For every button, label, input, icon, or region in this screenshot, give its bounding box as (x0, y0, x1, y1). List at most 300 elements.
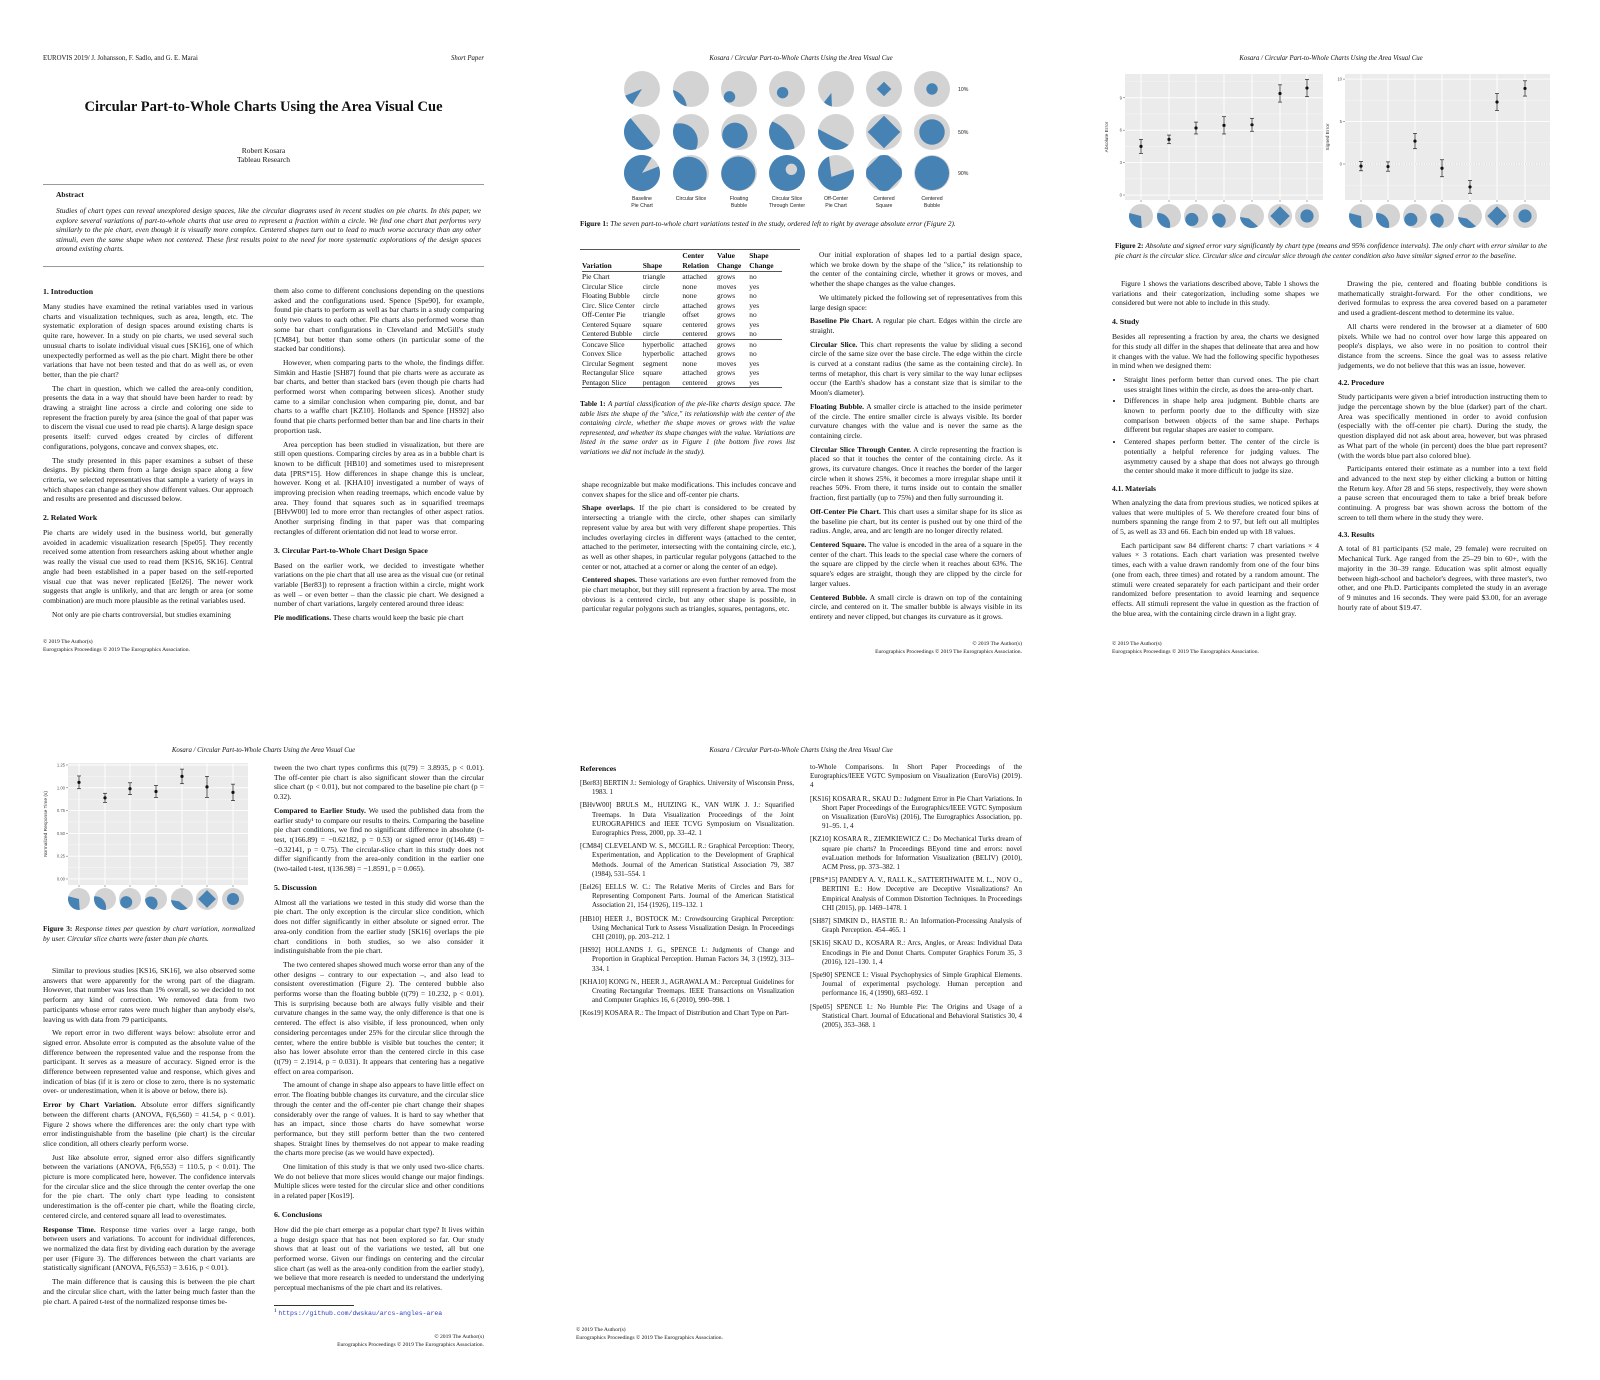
chart-glyph-square (1268, 204, 1292, 228)
table-cell: Concave Slice (582, 339, 643, 349)
run-in-heading: Centered Bubble. (810, 592, 868, 602)
run-in-heading: Compared to Earlier Study. (274, 805, 366, 815)
chart-glyph-slicecenter (1429, 204, 1454, 228)
table-cell: attached (682, 339, 717, 349)
table-row (582, 378, 782, 388)
footer-copyright: © 2019 The Author(s) (972, 641, 1022, 647)
chart-glyph-bubble (721, 114, 757, 150)
run-in-heading: Floating Bubble. (810, 401, 865, 411)
paragraph-continued: tween the two chart types confirms this (t(79) = 3.8935, p < 0.01). The off-center pie chart is also significant slower than the circular slice chart (p < 0.01), but not compared to the baseline pie chart (p = 0.32). (274, 763, 484, 802)
paragraph-text: These variations are even further removed from the pie chart metaphor, but they still represent a fraction by area. The most obvious is a centered circle, but any other shape is possible, in particular regular polygons such as triangles, squares, pentagons, etc. (582, 575, 797, 614)
paragraph (43, 528, 253, 606)
column-header (749, 251, 781, 272)
figure-2-error-charts (1100, 68, 1552, 234)
list-item: • Differences in shape help area judgment. Bubble charts are known to perform poorly due to the difficulty with size comparison between objects of the same shape. Perhaps different but regular shapes are easier to compare. (1124, 396, 1319, 435)
column-label: Centered (921, 196, 943, 202)
paragraph-text: Drawing the pie, centered and floating bubble conditions is mathematically straight-forward. For the other conditions, we derived formulas to express the area covered based on a parameter and used a gradient-descent method to determine its value. (1338, 279, 1547, 318)
table-cell: yes (749, 377, 760, 387)
table-cell: no (749, 272, 757, 281)
paragraph (43, 1028, 255, 1096)
list-item: • Centered shapes perform better. The center of the circle is potentially a helpful reference for judging values. The asymmetry caused by a shape that does not always go through the center should make it more difficult to judge its size. (1124, 437, 1319, 476)
paragraph-text: Similar to previous studies [KS16, SK16], we also observed some answers that were apparently for the wrong part of the diagram. However, that number was less than 1% overall, so we decided to not perform any kind of correction. We removed data from two participants whose error rates were much higher than anybody else's, leaving us with data from 79 participants. (43, 966, 255, 1024)
footnote-link[interactable]: https://github.com/dwskau/arcs-angles-area (278, 1310, 443, 1318)
y-tick-label: 0.75 (56, 808, 65, 814)
paragraph-text: Pie charts are widely used in the business world, but generally avoided in academic visualization research [Spe05]. They recently received some attention from researchers asking about whether angle was really the visual cue used to read them [KS16, SK16]. Central angle had been established in a paper based on the self-reported visual cue that was never replicated [Eel26]. The newer work suggests that angle is unlikely, and that arc length or area (or some combination) are much more plausible as the retinal variables used. (43, 528, 253, 605)
paragraph (43, 610, 253, 620)
paragraph (274, 358, 484, 436)
paragraph (274, 1162, 484, 1201)
run-in-paragraph (43, 1100, 255, 1149)
y-axis-label: Signed Error (1326, 123, 1331, 151)
centered-bubble (1300, 209, 1313, 222)
caption-label: Figure 1: (580, 219, 609, 228)
run-in-paragraph (810, 340, 1022, 398)
table-cell: Pie Chart (582, 272, 610, 281)
table-cell: none (682, 291, 697, 300)
paragraph-text: The two centered shapes showed much worse error than any of the other designs – contrary to our expectation –, and also lead to consistent overestimation (Figure 2). The centered bubble also performs worse than the floating bubble (t(79) = 10.232, p < 0.01). This is surprising because both are always fully visible and their curvature changes in the same way, the only difference is that one is centered. The effect is also visible, if less pronounced, when only considering percentages under 25% for the circular slice through the center, where the entire bubble is visible but touches the center; it also has lower absolute error than the centered circle in this case (t(79) = 2.1914, p = 0.031). It appears that centering has a negative effect on area comparison. (274, 959, 484, 1076)
column-header-line: Shape (749, 251, 769, 260)
references-left (580, 755, 794, 1023)
column-label: Bubble (923, 203, 941, 209)
mean-point (1468, 185, 1471, 188)
table-cell: triangle (642, 272, 666, 281)
references-right (810, 763, 1022, 1034)
run-in-paragraph (274, 613, 484, 623)
floating-bubble (722, 123, 747, 148)
paragraph-text: However, when comparing parts to the whole, the findings differ. Simkin and Hastie [SH87] found that pie charts were as accurate as bar charts, and better than stacked bars (even though pie charts had performed worst when comparing between slices). Another study came to a similar conclusion when comparing pie, donut, and bar charts to a waffle chart [KZ10]. Hollands and Spence [HS92] also found that pie charts performed better than bar and line charts in their proportion task. (274, 357, 484, 435)
reference-entry: [HS92] HOLLANDS J. G., SPENCE I.: Judgments of Change and Proportion in Graphical Perception. Human Factors 34, 3 (1992), 313–334. 1 (580, 946, 794, 973)
reference-entry: [CM84] CLEVELAND W. S., MCGILL R.: Graphical Perception: Theory, Experimentation, and Application to the Development of Graphical Methods. Journal of the American Statistical Association 79, 387 (1984), 531–554. 1 (580, 842, 794, 878)
row-value-label: 90% (958, 171, 969, 177)
paragraph (1112, 498, 1319, 537)
paragraph-text: Participants entered their estimate as a number into a text field and advanced to the next step by either clicking a button or hitting the Return key. After 28 and 56 steps, respectively, they were shown a pause screen that encouraged them to take a brief break before continuing. A progress bar was shown across the bottom of the screen to tell them where in the study they were. (1338, 464, 1547, 522)
paragraph-text: One limitation of this study is that we only used two-slice charts. We do not believe that more slices would change our major findings. Multiple slices were tested for the circular slice and other conditions in a related paper [Kos19]. (274, 1162, 484, 1201)
reference-entry: [PRS*15] PANDEY A. V., RALL K., SATTERTHWAITE M. L., NOV O., BERTINI E.: How Deceptive are Deceptive Visualizations? An Empirical Analysis of Common Distortion Techniques. In Proceedings CHI (2015), pp. 1469–1478. 1 (810, 876, 1022, 912)
y-axis-label: Normalized Response Time (s) (44, 791, 49, 857)
section-heading: 3. Circular Part-to-Whole Chart Design Space (274, 545, 428, 555)
table-row (582, 282, 782, 292)
plot-panel (1345, 74, 1550, 200)
running-header: Kosara / Circular Part-to-Whole Charts Using the Area Visual Cue (1239, 55, 1423, 62)
table-cell: attached (682, 349, 707, 358)
paragraph (1112, 541, 1319, 619)
section-heading: 1. Introduction (43, 287, 94, 296)
paragraph-text: Each participant saw 84 different charts: 7 chart variations × 4 values × 3 rotations. Each chart variation was presented twelve times, each with a value drawn randomly from one of the four bins (one from each, three times) and rotated by a random amount. The stimuli were created separately for each participant and their order randomized before presentation to avoid learning and sequence effects. All stimuli represent the value in question as the fraction of the blue area, with the containing circle drawn in a light gray. (1112, 540, 1319, 618)
paragraph (1112, 332, 1319, 371)
running-header: Kosara / Circular Part-to-Whole Charts Using the Area Visual Cue (171, 747, 356, 754)
column-left (1112, 279, 1319, 622)
run-in-paragraph (810, 316, 1022, 335)
table-cell: circle (642, 291, 660, 300)
table-cell: attached (682, 300, 707, 310)
chart-glyph-cbubble (1513, 204, 1537, 228)
mean-point (1359, 165, 1362, 168)
table-row (582, 349, 782, 359)
table-cell: attached (682, 272, 707, 281)
table-cell: moves (717, 358, 737, 368)
column-label: Off-Center (823, 196, 849, 202)
caption-text: A partial classification of the pie-like charts design space. The table lists the shape of the "slice," its relationship with the center of the containing circle, whether the shape moves or grows with the value represented, and whether its shape changes with the value. Variations are listed in the same order as in Figure 1 (the bottom five rows list variations we did not include in the study). (580, 399, 796, 456)
run-in-paragraph (810, 402, 1022, 441)
column-header-line: Value (717, 251, 735, 260)
table-cell: centered (682, 319, 708, 329)
table-cell: grows (717, 377, 736, 387)
run-in-heading: Circular Slice. (810, 339, 858, 349)
paragraph-text: The chart in question, which we called the area-only condition, presents the data in a way that should have been harder to read: by drawing a straight line across a circle and coloring one side to represent the fraction purely by area (since the goal of that paper was to discern the visual cue used to read pie charts). A large design space presents itself: curved edges created by circles of different configurations, polygons, concave and convex shapes, etc. (43, 383, 253, 451)
paragraph-text: We ultimately picked the following set of representatives from this large design space: (810, 292, 1022, 312)
y-tick-label: 5 (1339, 119, 1342, 125)
paragraph (810, 250, 1022, 289)
section-heading: 5. Discussion (274, 882, 317, 892)
subsection-heading: 4.2. Procedure (1338, 378, 1385, 388)
run-in-paragraph (810, 540, 1022, 589)
column-label: Through Center (768, 203, 806, 209)
centered-bubble (227, 893, 239, 905)
reference-entry: [SH87] SIMKIN D., HASTIE R.: An Information-Processing Analysis of Graph Perception. 454–465. 1 (810, 917, 1022, 935)
paragraph-text: Figure 1 shows the variations described above, Table 1 shows the variations and their categorization, including some shapes we considered but were not able to include in this study. (1112, 279, 1319, 308)
run-in-heading: Response Time. (43, 1224, 96, 1234)
y-tick-label: 0 (1339, 161, 1342, 167)
paragraph (810, 293, 1022, 312)
paper-type: Short Paper (450, 55, 484, 62)
column-left (43, 278, 253, 623)
chart-glyph-square (866, 71, 902, 107)
mean-point (1222, 124, 1225, 127)
centered-bubble (919, 119, 944, 144)
centered-bubble (926, 83, 937, 94)
table-cell: grows (717, 272, 736, 281)
mean-point (231, 791, 234, 794)
y-tick-label: 3 (1119, 160, 1122, 166)
table-cell: hyperbolic (642, 349, 675, 358)
paragraph-text: Not only are pie charts controversial, but studies examining (52, 609, 231, 619)
footer-association: Eurographics Proceedings © 2019 The Eurographics Association. (875, 648, 1022, 655)
reference-entry: [KS16] KOSARA R., SKAU D.: Judgment Error in Pie Chart Variations. In Short Paper Proceedings of the Eurographics/IEEE VGTC Symposium on Visualization (EuroVis) (2016), The Eurographics Association, pp. 91–95. 1, 4 (810, 794, 1023, 831)
slice-hole (786, 164, 797, 175)
table-cell: moves (717, 281, 737, 291)
reference-entry: [KHA10] KONG N., HEER J., AGRAWALA M.: Perceptual Guidelines for Creating Rectangular Treemaps. IEEE Transactions on Visualization and Computer Graphics 16, 6 (2010), 990–998. 1 (580, 977, 794, 1005)
paragraph (274, 1080, 484, 1158)
table-cell: Circular Slice (582, 281, 623, 291)
table-header-row (582, 251, 782, 272)
chart-glyph-slicecenter (769, 71, 805, 107)
centered-bubble (915, 156, 949, 190)
y-tick-label: 9 (1119, 95, 1122, 101)
reference-entry: [Kos19] KOSARA R.: The Impact of Distribution and Chart Type on Part- (580, 1009, 789, 1018)
mean-point (1250, 123, 1253, 126)
table-cell: Floating Bubble (582, 291, 630, 300)
paragraph-text: Many studies have examined the retinal variables used in various charts and visualization techniques, such as area, length, etc. The systematic exploration of design spaces around existing charts is quite rare, however. In a study on pie charts, we used several such unusual charts to isolate individual visual cues [SK16], one of which unexpectedly performed as well as the pie chart. Might there be other variations that have not been tested and that do as well as, or even better, than the pie chart? (43, 302, 253, 379)
table-row (582, 272, 782, 282)
paragraph-text: The study presented in this paper examines a subset of these designs. By picking them from a large design space along a few criteria, we selected representatives that sample a variety of ways in which shapes can change as they show different values. Our approach and results are presented and discussed below. (43, 455, 253, 504)
column-label: Floating (729, 196, 749, 202)
paragraph-text: Absolute error differs significantly between the different charts (ANOVA, F(6,560) = 41.54, p < 0.01). Figure 2 shows where the differences are: the only chart type with error indistinguishable from the baseline (pie chart) is the circular slice condition, all others clearly perform worse. (43, 1100, 256, 1148)
subsection-heading: 4.1. Materials (1112, 483, 1156, 493)
chart-glyph-cbubble (1295, 204, 1319, 228)
column-left (43, 966, 255, 1310)
table-1-design-space (582, 251, 782, 388)
reference-entry: [SK16] SKAU D., KOSARA R.: Arcs, Angles, or Areas: Individual Data Encodings in Pie and Donut Charts. Computer Graphics Forum 35, 3 (2016), 121–130. 1, 4 (810, 939, 1022, 966)
chart-glyph-pie (624, 114, 660, 150)
paragraph-text: The main difference that is causing this is between the pie chart and the circular slice chart, with the latter being much faster than the pie chart. A paired t-test of the normalized response times be- (43, 1277, 255, 1306)
paragraph-text: We report error in two different ways below: absolute error and signed error. Absolute error is computed as the absolute value of the difference between the represented value and the response from the participant. It serves as a measure of accuracy. Signed error is the difference between represented value and response, which gives and indication of bias (if it is zero or close to zero, there is no systematic over- or underestimation, when it is above or below, there is). (43, 1028, 255, 1096)
section-heading: 4. Study (1112, 317, 1140, 327)
author-affiliation: Tableau Research (237, 155, 290, 164)
chart-glyph-bubble (721, 155, 757, 191)
caption-label: Table 1: (580, 399, 606, 408)
paragraph-text: Response time varies over a large range, both between users and variations. To account for individual differences, we normalized the data first by dividing each duration by the average per user (Figure 3). The differences between the chart variants are statistically significant (ANOVA, F(6,553) = 3.616, p < 0.01). (43, 1224, 255, 1273)
floating-bubble (120, 896, 132, 908)
centered-square (862, 151, 906, 195)
table-1-caption (580, 399, 795, 457)
run-in-heading: Pie modifications. (274, 613, 332, 623)
chart-glyph-offpie (818, 155, 854, 191)
table-cell: hyperbolic (643, 339, 683, 349)
footer-copyright: © 2019 The Author(s) (43, 639, 93, 645)
paragraph-text: A total of 81 participants (52 male, 29 female) were recruited on Mechanical Turk. Age ranged from the 25–29 bin to 60+, with the majority in the 30–39 range. Education was split almost equally between high-school and bachelor's degrees, with three master's, two other, and one Ph.D. Participants completed the study in an average of 9 minutes and 16 seconds. They were paid $3.00, for an average hourly rate of about $19.47. (1338, 544, 1547, 612)
column-right (810, 250, 1022, 626)
paragraph (43, 456, 253, 505)
table-cell: yes (749, 368, 760, 377)
run-in-heading: Centered shapes. (582, 575, 637, 585)
table-cell: no (749, 349, 757, 358)
floating-bubble (1404, 213, 1417, 226)
mean-point (1495, 100, 1498, 103)
centered-bubble (1518, 209, 1531, 222)
run-in-heading: Error by Chart Variation. (43, 1100, 137, 1110)
table-cell: no (749, 329, 757, 338)
paragraph-text: Area perception has been studied in visualization, but there are still open questions. Comparing circles by area as in a bubble chart is known to be difficult [HB10] and sometimes used to misrepresent data [PRS*15]. How differences in shape change this is unclear, however. Kong et al. [KHA10] investigated a number of ways of improving precision when reading treemaps, which encode value by area. They found that squares such as in squarified treemaps [BHvW00] led to more error than rectangles of other aspect ratios. Another surprising finding in that paper was that comparing rectangles of different orientation did not lead to worse error. (274, 439, 484, 536)
figure-1-caption (580, 219, 1022, 229)
table-cell: yes (749, 319, 760, 329)
table-cell: grows (717, 310, 736, 319)
mean-point (1278, 92, 1281, 95)
table-cell: Circular Segment (582, 358, 634, 368)
table-cell: no (749, 310, 757, 319)
column-label: Circular Slice (771, 196, 803, 202)
chart-glyph-offpie (1458, 204, 1482, 228)
chart-glyph-cbubble (914, 114, 950, 150)
table-cell: yes (749, 300, 760, 310)
paragraph-text: The value is encoded in the area of a square in the center of the chart. This leads to the special case where the corners of the square are clipped by the circle when it reaches about 63%. The square's edges are straight, though they are clipped by the circle for larger values. (810, 539, 1022, 588)
table-cell: segment (642, 358, 668, 368)
y-tick-label: 1.25 (56, 762, 65, 768)
chart-glyph-bubble (1184, 204, 1208, 228)
table-cell: yes (749, 281, 760, 291)
table-cell: square (642, 319, 663, 329)
author-name: Robert Kosara (241, 146, 286, 155)
paragraph (274, 960, 484, 1076)
chart-glyph-pie (624, 71, 660, 107)
figure-3-response-time-chart (40, 760, 255, 913)
caption-text: Absolute and signed error vary significantly by chart type (means and 95% confidence intervals). The only chart with error similar to the pie chart is the circular slice. Circular slice and circular slice through the center condition also have similar signed error to the baseline. (1115, 241, 1547, 260)
column-header (717, 251, 749, 272)
mean-point (128, 787, 131, 790)
chart-glyph-bubble (119, 888, 141, 910)
table-cell: grows (717, 300, 736, 310)
paper-title: Circular Part-to-Whole Charts Using the Area Visual Cue (84, 99, 443, 115)
chart-glyph-bubble (1403, 204, 1427, 228)
paragraph (1338, 392, 1547, 460)
footer (780, 641, 1022, 656)
chart-glyph-pie (1349, 204, 1373, 228)
column-header-line: Center (682, 251, 705, 260)
chart-glyph-pie (1129, 204, 1153, 228)
chart-glyph-cbubble (914, 155, 950, 191)
table-cell: circle (642, 281, 660, 291)
hypotheses-list (1112, 375, 1319, 476)
paragraph-text: A regular pie chart. Edges within the circle are straight. (810, 316, 1022, 335)
chart-glyph-offpie (818, 114, 854, 150)
table-cell: no (749, 291, 757, 300)
run-in-heading: Circular Slice Through Center. (810, 444, 912, 454)
subsection-heading: 4.3. Results (1338, 530, 1375, 540)
table-row (582, 359, 782, 369)
figure-1-chart-variations (600, 66, 985, 212)
table-cell: grows (717, 349, 736, 358)
paragraph-text: This chart represents the value by sliding a second circle of the same size over the base circle. The edge within the circle is curved at a constant radius (the same as the containing circle). In terms of metaphor, this chart is very similar to the way lunar eclipses occur (the Earth's shadow has a constant size that is similar to the Moon's diameter). (810, 339, 1022, 398)
slice-through-center (144, 897, 158, 911)
run-in-paragraph (274, 806, 484, 874)
table-cell: grows (717, 339, 749, 349)
chart-glyph-bubble (721, 71, 757, 107)
mean-point (180, 775, 183, 778)
chart-glyph-slice (671, 155, 709, 193)
column-header (682, 251, 717, 272)
paragraph-text: This chart uses a similar shape for its slice as the baseline pie chart, but its center is pushed out by one third of the radius. Angle, area, and arc length are no longer directly related. (810, 506, 1022, 536)
circular-slice (662, 123, 698, 159)
caption-text: The seven part-to-whole chart variations tested in the study, ordered left to right by average absolute error (Figure 2). (610, 219, 956, 228)
paragraph-text: A circle representing the fraction is placed so that it touches the center of the containing circle. As it grows, its curvature changes. Once it reaches the border of the larger circle when it shows 25%, it becomes a more irregular shape until it reaches 50%. From there, it turns inside out to contain the smaller fraction, first partially (up to 75%) and then fully surrounding it. (810, 444, 1022, 503)
table-cell: grows (717, 319, 736, 329)
footer-copyright: © 2019 The Author(s) (434, 1334, 484, 1340)
column-label: Pie Chart (825, 203, 847, 209)
table-cell: Centered Bubble (582, 329, 632, 338)
paragraph-continued: them also come to different conclusions depending on the questions asked and the configurations used. Spence [Spe90], for example, found pie charts to perform as well as bar charts in a study comparing only two values to each other. Pie charts also performed worse than some bar chart configurations in Cleveland and McGill's study [CM84], but better than some others (in particular some of the stacked bar conditions). (274, 286, 484, 354)
caption-label: Figure 2: (1115, 241, 1144, 250)
table-cell: grows (717, 291, 736, 300)
paragraph-continued: to-Whole Comparisons. In Short Paper Proceedings of the Eurographics/IEEE VGTC Symposium on Visualization (EuroVis) (2019). 4 (810, 763, 1022, 790)
paragraph (43, 384, 253, 452)
chart-glyph-offpie (1240, 204, 1264, 228)
column-left (582, 480, 796, 618)
paragraph (1338, 544, 1547, 612)
table-cell: yes (749, 358, 760, 368)
table-cell: pentagon (642, 377, 670, 387)
table-cell: no (749, 339, 781, 349)
mean-point (1413, 139, 1416, 142)
chart-glyph-square (866, 114, 902, 150)
table-row (582, 320, 782, 330)
y-tick-label: 0 (1119, 192, 1122, 198)
table-cell: none (682, 281, 697, 291)
chart-glyph-square (1485, 204, 1509, 228)
column-header-line: Change (749, 260, 774, 270)
column-label: Bubble (730, 203, 748, 209)
column-right (1338, 279, 1547, 616)
mean-point (77, 781, 80, 784)
floating-bubble (721, 157, 755, 191)
section-heading: 6. Conclusions (274, 1209, 323, 1219)
table-cell: Convex Slice (582, 349, 622, 358)
table-row (582, 329, 782, 339)
footer (576, 1327, 723, 1342)
footer-copyright: © 2019 The Author(s) (1112, 641, 1162, 647)
column-label: Square (875, 203, 893, 209)
table-cell: offset (682, 310, 700, 319)
paragraph-text: Our initial exploration of shapes led to a partial design space, which we broke down by the shape of the "slice," its relationship to the center of the containing circle, whether it grows or moves, and whether the shape changes as the value changes. (810, 250, 1022, 289)
divider (43, 266, 484, 267)
footer-copyright: © 2019 The Author(s) (576, 1327, 626, 1333)
footnote-rule (274, 1305, 354, 1306)
run-in-paragraph (810, 593, 1022, 622)
figure-3-caption (43, 924, 255, 943)
chart-glyph-square (196, 888, 218, 910)
table-row (582, 301, 782, 311)
chart-glyph-offpie (171, 888, 193, 910)
y-tick-label: 0.00 (56, 876, 65, 882)
caption-text: Response times per question by chart variation, normalized by user. Circular slice charts were faster than pie charts. (43, 924, 255, 943)
paragraph-continued: shape recognizable but make modifications. This includes concave and convex shapes for the slice and off-center pie charts. (582, 480, 796, 499)
row-value-label: 50% (958, 130, 969, 136)
section-heading: 2. Related Work (43, 513, 98, 523)
footer (43, 639, 190, 654)
table-cell: attached (682, 368, 707, 377)
section-heading: References (580, 764, 617, 773)
mean-point (1523, 87, 1526, 90)
column-label: Pie Chart (631, 203, 653, 209)
paragraph-text: A smaller circle is attached to the inside perimeter of the circle. The entire smaller circle is always visible. Its border curvature changes with the value and is never the same as the containing circle. (810, 401, 1022, 440)
floating-bubble (1185, 213, 1198, 226)
row-value-label: 10% (958, 87, 969, 93)
table-cell: Centered Square (582, 319, 632, 329)
y-tick-label: 6 (1119, 127, 1122, 133)
footer-association: Eurographics Proceedings © 2019 The Eurographics Association. (1112, 648, 1259, 655)
y-tick-label: 0.25 (56, 853, 65, 859)
footer-association: Eurographics Proceedings © 2019 The Eurographics Association. (43, 646, 190, 653)
table-cell: centered (682, 329, 708, 338)
chart-glyph-offpie (818, 71, 854, 107)
paragraph (1112, 279, 1319, 308)
footer (1112, 641, 1259, 656)
run-in-paragraph (810, 445, 1022, 503)
table-cell: Off-Center Pie (582, 310, 626, 319)
run-in-heading: Centered Square. (810, 539, 867, 549)
table-cell: Circ. Slice Center (582, 300, 635, 310)
footnote-mark: 1 (274, 1308, 277, 1314)
column-label: Circular Slice (675, 196, 707, 202)
paragraph (1338, 464, 1547, 522)
paragraph (274, 898, 484, 956)
run-in-paragraph (43, 1225, 255, 1274)
caption-label: Figure 3: (43, 924, 73, 933)
table-cell: grows (717, 368, 736, 377)
table-row (582, 339, 782, 349)
table-top-rule (580, 249, 800, 250)
column-right (274, 763, 484, 1297)
reference-entry: [HB10] HEER J., BOSTOCK M.: Crowdsourcing Graphical Perception: Using Mechanical Turk to Assess Visualization Design. In Proceedings CHI (2010), pp. 203–212. 1 (580, 914, 794, 942)
mean-point (205, 785, 208, 788)
container-circle (818, 71, 854, 107)
paragraph (43, 1153, 255, 1221)
column-header (582, 251, 643, 272)
paragraph-text: When analyzing the data from previous studies, we noticed spikes at values that were multiples of 5. We therefore created four bins of numbers spanning the range from 2 to 97, but left out all multiples of 5, as well as 33 and 66. Each bin ended up with 18 values. (1112, 497, 1319, 537)
mean-point (103, 796, 106, 799)
table-cell: Rectangular Slice (582, 368, 635, 377)
paragraph-text: Almost all the variations we tested in this study did worse than the pie chart. The only exception is the circular slice condition, which does not differ significantly in either absolute or signed error. The area-only condition from the earlier study [SK16] overlaps the pie chart conditions in both studies, so we also consider it indistinguishable from the pie chart. (274, 897, 484, 956)
run-in-heading: Baseline Pie Chart. (810, 316, 874, 326)
paragraph-text: Study participants were given a brief introduction instructing them to judge the percentage shown by the blue (darker) part of the chart. Area was specifically mentioned in order to avoid confusion (especially with the off-center pie chart). During the study, the question displayed did not ask about area, however, but was phrased as What part of the whole (in percent) does the blue part represent? (with the words blue part also colored blue). (1338, 392, 1547, 460)
